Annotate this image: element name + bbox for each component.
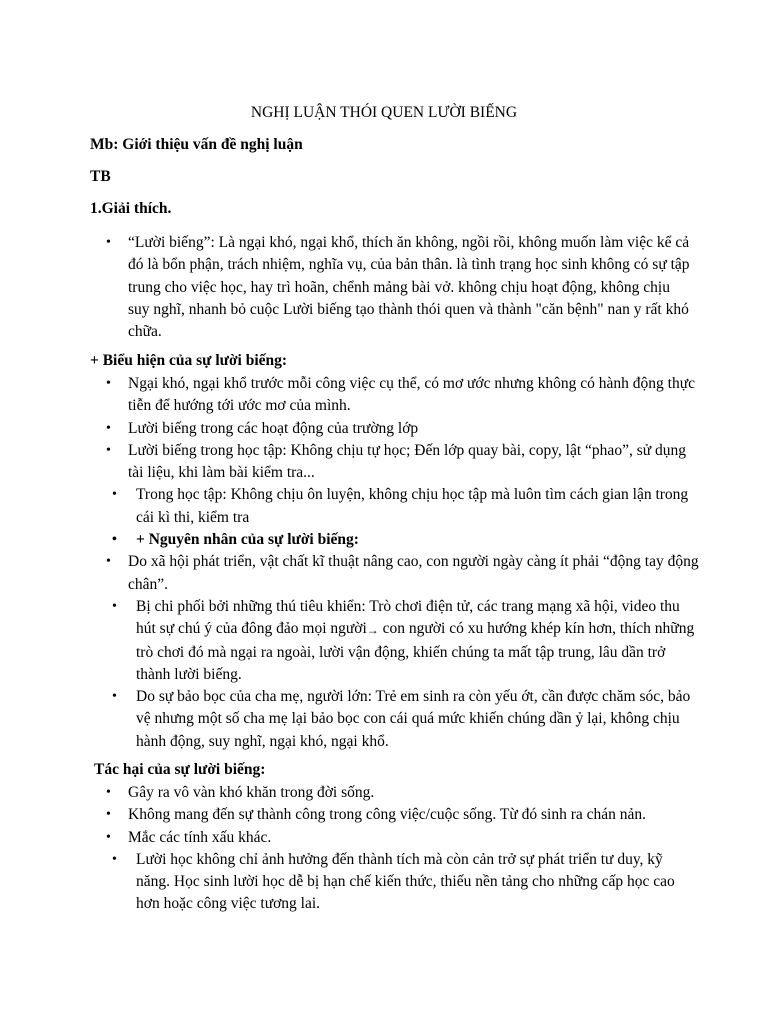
cause-heading: • + Nguyên nhân của sự lười biếng: [90, 529, 700, 551]
list-item: • Lười biếng trong các hoạt động của trường lớp [90, 418, 700, 440]
mb-heading: Mb: Giới thiệu vấn đề nghị luận [90, 136, 303, 153]
list-item: • Lười học không chỉ ảnh hưởng đến thành tích mà còn cản trở sự phát triển tư duy, kỹ năng. Học sinh lười học dễ bị hạn chế kiến thức, thiếu nền tảng cho những cấp học cao hơn hoặc công việc tương lai. [90, 849, 700, 916]
tb-heading: TB [90, 168, 111, 185]
list-item: • Do sự bảo bọc của cha mẹ, người lớn: Trẻ em sinh ra còn yếu ớt, cần được chăm sóc, bảo vệ nhưng một số cha mẹ lại bảo bọc con cái quá mức khiến chúng dần ỷ lại, không chịu hành động, suy nghĩ, ngại khó, ngại khổ. [90, 686, 700, 753]
list-item: • Gây ra vô vàn khó khăn trong đời sống. [90, 782, 700, 804]
list-item: • Mắc các tính xấu khác. [90, 827, 700, 849]
list-item: • Lười biếng trong học tập: Không chịu tự học; Đến lớp quay bài, copy, lật “phao”, sử dụng tài liệu, khi làm bài kiểm tra... [90, 440, 700, 485]
manifest-heading: + Biểu hiện của sự lười biếng: [90, 352, 288, 369]
list-item: • Do xã hội phát triển, vật chất kĩ thuật nâng cao, con người ngày càng ít phải “động tay động chân”. [90, 551, 700, 596]
document-title: NGHỊ LUẬN THÓI QUEN LƯỜI BIẾNG [250, 104, 518, 121]
list-item-text: con người có xu hướng khép kín hơn, thích những trò chơi đó mà ngại ra ngoài, lười vận động, khiến chúng ta mất tập trung, lâu dần trở thành lười biếng. [136, 620, 695, 683]
list-item-text: Bị chi phối bởi những thú tiêu khiển: Trò chơi điện tử, các trang mạng xã hội, video thu hút sự chú ý của đông đảo mọi người [136, 597, 680, 638]
list-item: • Trong học tập: Không chịu ôn luyện, không chịu học tập mà luôn tìm cách gian lận trong cái kì thi, kiểm tra [90, 484, 700, 529]
list-item: • “Lười biếng”: Là ngại khó, ngại khổ, thích ăn không, ngồi rồi, không muốn làm việc kể cả đó là bổn phận, trách nhiệm, nghĩa vụ, của bản thân. là tình trạng học sinh không có sự tập trung cho việc học, hay trì hoãn, chểnh mảng bài vở. không chịu hoạt động, không chịu suy nghĩ, nhanh bỏ cuộc Lười biếng tạo thành thói quen và thành "căn bệnh" nan y rất khó chữa. [90, 232, 690, 343]
harm-list [90, 782, 700, 916]
list-item: • Không mang đến sự thành công trong công việc/cuộc sống. Từ đó sinh ra chán nản. [90, 804, 700, 826]
list-item: • Ngại khó, ngại khổ trước mỗi công việc cụ thể, có mơ ước nhưng không có hành động thực tiễn để hướng tới ước mơ của mình. [90, 373, 700, 418]
list-item [90, 596, 700, 686]
manifest-list [90, 373, 700, 753]
explanation-list [90, 232, 690, 343]
section-heading-explanation: 1.Giải thích. [90, 200, 172, 217]
arrow-right-icon: → [366, 623, 379, 638]
harm-heading: Tác hại của sự lười biếng: [94, 761, 266, 778]
